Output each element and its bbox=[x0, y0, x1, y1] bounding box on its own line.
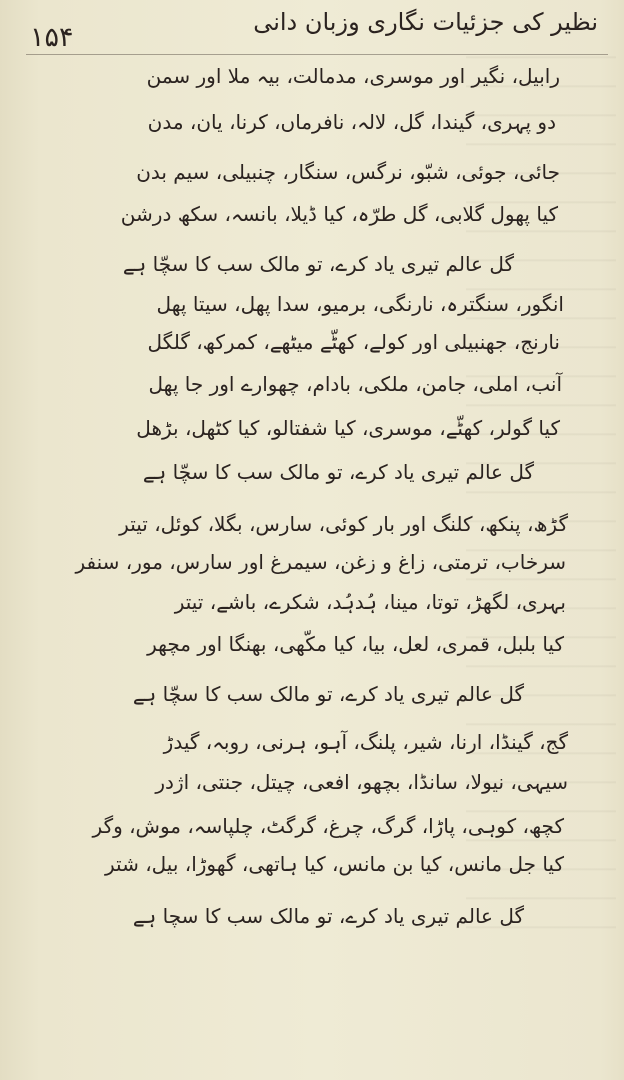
refrain-line: گل عالم تیری یاد کرے، تو مالک سب کا سچّا ہے bbox=[142, 460, 534, 484]
refrain-line: گل عالم تیری یاد کرے، تو مالک سب کا سچّا ہے bbox=[132, 682, 524, 706]
verse-line: آنب، املی، جامن، ملکی، بادام، چھوارے اور جا پھل bbox=[148, 372, 562, 396]
refrain-line: گل عالم تیری یاد کرے، تو مالک سب کا سچا ہے bbox=[132, 904, 524, 928]
verse-line: کچھ، کوہی، پاڑا، گرگ، چرغ، گرگٹ، چلپاسہ، موش، وگر bbox=[92, 814, 564, 838]
verse-line: گڑھ، پنکھ، کلنگ اور بار کوئی، سارس، بگلا، کوئل، تیتر bbox=[119, 512, 568, 536]
header-rule bbox=[26, 54, 608, 55]
verse-line: کیا بلبل، قمری، لعل، بیا، کیا مکّھی، بھنگا اور مچھر bbox=[147, 632, 564, 656]
verse-line: سیہی، نیولا، سانڈا، بچھو، افعی، چیتل، جنتی، اژدر bbox=[155, 770, 568, 794]
running-head: نظیر کی جزئیات نگاری وزبان دانی bbox=[253, 8, 598, 36]
verse-line: بہری، لگھڑ، توتا، مینا، ہُدہُد، شکرے، باشے، تیتر bbox=[174, 590, 566, 614]
verse-line: رابیل، نگیر اور موسری، مدمالت، بیہ ملا اور سمن bbox=[146, 64, 560, 88]
page-number: ۱۵۴ bbox=[30, 22, 74, 53]
verse-line: دو پہری، گیندا، گل، لالہ، نافرماں، کرنا، یان، مدن bbox=[147, 110, 556, 134]
verse-line: نارنج، جھنبیلی اور کولے، کھٹّے میٹھے، کمرکھ، گلگل bbox=[147, 330, 560, 354]
verse-line: گج، گینڈا، ارنا، شیر، پلنگ، آہو، ہرنی، روبہ، گیدڑ bbox=[163, 730, 568, 754]
verse-line: جائی، جوئی، شبّو، نرگس، سنگار، چنبیلی، سیم بدن bbox=[136, 160, 560, 184]
verse-line: کیا گولر، کھٹّے، موسری، کیا شفتالو، کیا کٹھل، بڑھل bbox=[136, 416, 560, 440]
verse-line: کیا پھول گلابی، گل طرّہ، کیا ڈیلا، بانسہ، سکھ درشن bbox=[120, 202, 558, 226]
verse-line: انگور، سنگترہ، نارنگی، برمیو، سدا پھل، سیتا پھل bbox=[156, 292, 564, 316]
verse-line: سرخاب، ترمتی، زاغ و زغن، سیمرغ اور سارس، مور، سنفر bbox=[75, 550, 566, 574]
refrain-line: گل عالم تیری یاد کرے، تو مالک سب کا سچّا ہے bbox=[122, 252, 514, 276]
verse-line: کیا جل مانس، کیا بن مانس، کیا ہاتھی، گھوڑا، بیل، شتر bbox=[105, 852, 564, 876]
